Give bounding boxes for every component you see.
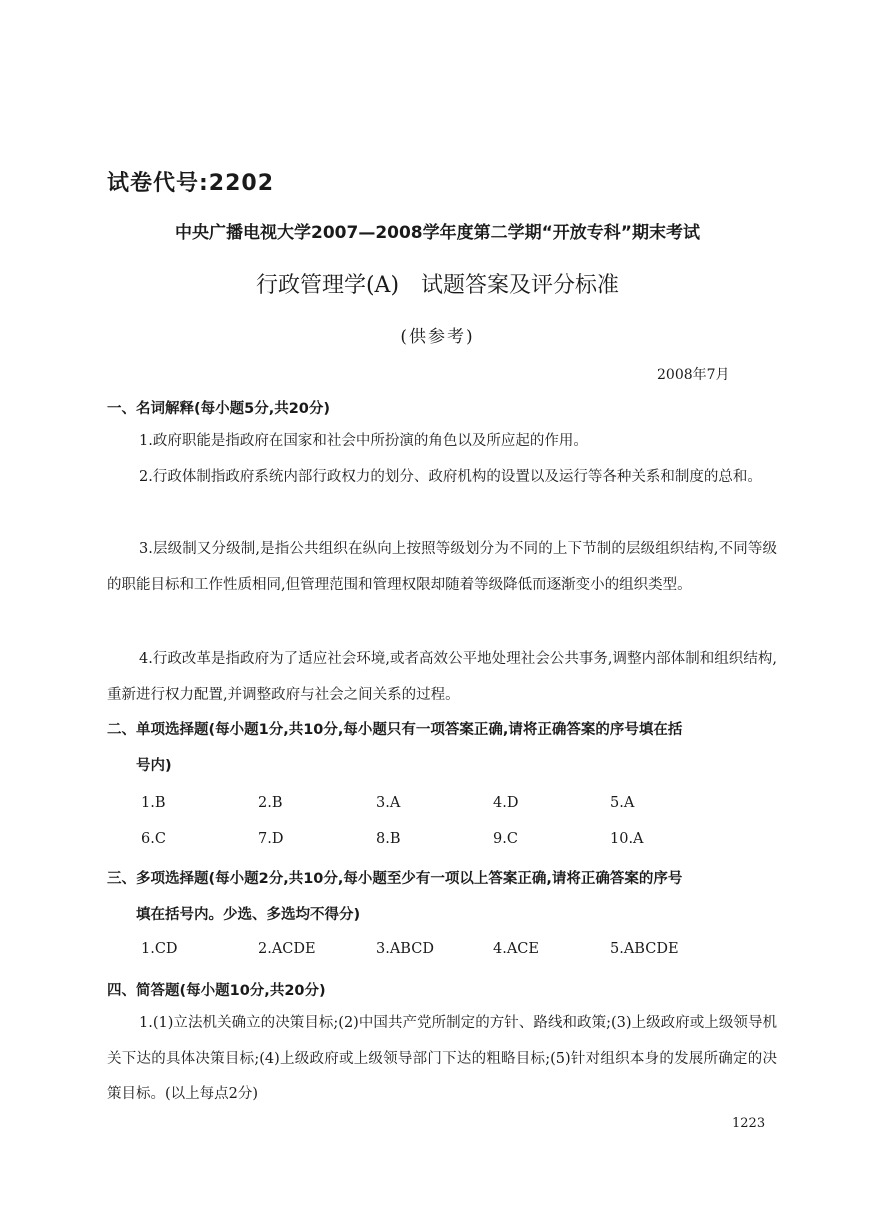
school-exam-line: 中央广播电视大学2007—2008学年度第二学期“开放专科”期末考试 [175, 223, 700, 243]
multi-choice-answer: 3.ABCD [376, 941, 434, 957]
document-title: 行政管理学(A) 试题答案及评分标准 [255, 273, 620, 298]
section-2-heading [107, 713, 777, 784]
multi-choice-answer: 4.ACE [493, 941, 539, 957]
section-1-item-1: 1.政府职能是指政府在国家和社会中所扮演的角色以及所应起的作用。 [139, 433, 588, 449]
single-choice-answer: 4.D [493, 795, 519, 811]
section-3-heading [107, 862, 777, 933]
single-choice-answer: 7.D [258, 831, 284, 847]
section-3-heading-line1: 三、多项选择题(每小题2分,共10分,每小题至少有一项以上答案正确,请将正确答案的序号 [107, 871, 683, 887]
section-4-item-1: 1.(1)立法机关确立的决策目标;(2)中国共产党所制定的方针、路线和政策;(3)上级政府或上级领导机关下达的具体决策目标;(4)上级政府或上级领导部门下达的粗略目标;(5)针对组织本身的发展所确定的决策目标。(以上每点2分) [107, 1015, 777, 1102]
section-4-heading: 四、简答题(每小题10分,共20分) [107, 983, 326, 999]
single-choice-answer: 2.B [258, 795, 283, 811]
section-1-item-2: 2.行政体制指政府系统内部行政权力的划分、政府机构的设置以及运行等各种关系和制度的总和。 [139, 469, 762, 485]
single-choice-answer: 1.B [141, 795, 166, 811]
page-number: 1223 [732, 1116, 766, 1131]
single-choice-answer: 8.B [376, 831, 401, 847]
section-1-item-3: 3.层级制又分级制,是指公共组织在纵向上按照等级划分为不同的上下节制的层级组织结构,不同等级的职能目标和工作性质相同,但管理范围和管理权限却随着等级降低而逐渐变小的组织类型。 [107, 541, 777, 593]
document-date: 2008年7月 [657, 367, 730, 383]
section-1-item-4: 4.行政改革是指政府为了适应社会环境,或者高效公平地处理社会公共事务,调整内部体制和组织结构,重新进行权力配置,并调整政府与社会之间关系的过程。 [107, 651, 777, 703]
multi-choice-answer: 5.ABCDE [610, 941, 679, 957]
section-1-heading: 一、名词解释(每小题5分,共20分) [107, 401, 331, 417]
section-3-heading-line2: 填在括号内。少选、多选均不得分) [136, 906, 361, 923]
section-2-heading-line1: 二、单项选择题(每小题1分,共10分,每小题只有一项答案正确,请将正确答案的序号填在括 [107, 722, 683, 738]
multi-choice-answer: 1.CD [141, 941, 178, 957]
single-choice-answer: 9.C [493, 831, 518, 847]
exam-code: 试卷代号:2202 [107, 171, 275, 196]
single-choice-answer: 3.A [376, 795, 401, 811]
section-2-heading-line2: 号内) [136, 757, 172, 774]
single-choice-answer: 10.A [610, 831, 644, 847]
single-choice-answer: 5.A [610, 795, 635, 811]
single-choice-answer: 6.C [141, 831, 166, 847]
multi-choice-answer: 2.ACDE [258, 941, 316, 957]
document-subtitle: (供参考) [400, 327, 475, 347]
